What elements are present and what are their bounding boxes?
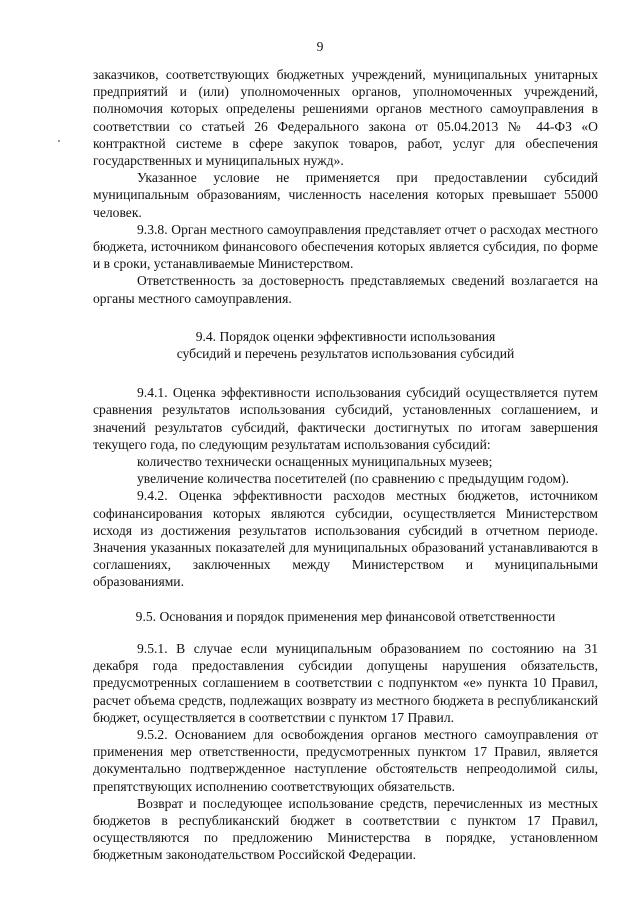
paragraph-continuation: заказчиков, соответствующих бюджетных учреждений, муниципальных унитарных предприятий и (или) уполномоченных органов, уполномоченных учреждений, полномочия которых определены решениями органов местного самоуправления в соответствии со статьей 26 Федерального закона от 05.04.2013 № 44-ФЗ «О контрактной системе в сфере закупок товаров, работ, услуг для обеспечения государственных и муниципальных нужд». [93,67,598,169]
section-heading-94 [93,328,598,362]
document-body [93,66,598,864]
section-heading-94-line2: субсидий и перечень результатов использования субсидий [176,346,515,362]
paragraph-condition: Указанное условие не применяется при предоставлении субсидий муниципальным образованиям, численность населения которых превышает 55000 человек. [93,170,598,220]
section-heading-94-line1: 9.4. Порядок оценки эффективности использования [195,328,496,344]
page-number: 9 [316,39,324,54]
paragraph-938: 9.3.8. Орган местного самоуправления представляет отчет о расходах местного бюджета, источником финансового обеспечения которых является субсидия, по форме и в сроки, устанавливаемые Министерством. [93,221,598,272]
paragraph-951: 9.5.1. В случае если муниципальным образованием по состоянию на 31 декабря года предоставления субсидии допущены нарушения обязательств, предусмотренных соглашением в соответствии с подпунктом «е» пункта 10 Правил, расчет объема средств, подлежащих возврату из местного бюджета в республиканский бюджет, осуществляется в соответствии с пунктом 17 Правил. [93,640,598,725]
list-item-visitors: увеличение количества посетителей (по сравнению с предыдущим годом). [137,471,570,487]
list-item-museums: количество технически оснащенных муниципальных музеев; [137,454,493,470]
section-heading-95-text: 9.5. Основания и порядок применения мер финансовой ответственности [135,608,556,624]
scan-speck [58,140,60,142]
paragraph-941: 9.4.1. Оценка эффективности использования субсидий осуществляется путем сравнения результатов использования субсидий, установленных соглашением, и значений результатов субсидий, фактически достигнутых по итогам завершения текущего года, по следующим результатам использования субсидий: [93,385,598,452]
paragraph-return: Возврат и последующее использование средств, перечисленных из местных бюджетов в республиканский бюджет в соответствии с пунктом 17 Правил, осуществляются по предложению Министерства в порядке, установленном бюджетным законодательством Российской Федерации. [93,795,598,863]
paragraph-952: 9.5.2. Основанием для освобождения органов местного самоуправления от применения мер ответственности, предусмотренных пунктом 17 Правил, является документально подтвержденное наступление обстоятельств непреодолимой силы, препятствующих исполнению соответствующих обязательств. [93,726,598,794]
paragraph-responsibility: Ответственность за достоверность представляемых сведений возлагается на органы местного самоуправления. [93,273,598,306]
section-heading-95 [93,608,598,625]
paragraph-942: 9.4.2. Оценка эффективности расходов местных бюджетов, источником софинансирования которых являются субсидии, осуществляется Министерством исходя из достижения результатов использования субсидий в отчетном периоде. Значения указанных показателей для муниципальных образований устанавливаются в соглашениях, заключенных между Министерством и муниципальными образованиями. [93,488,598,590]
